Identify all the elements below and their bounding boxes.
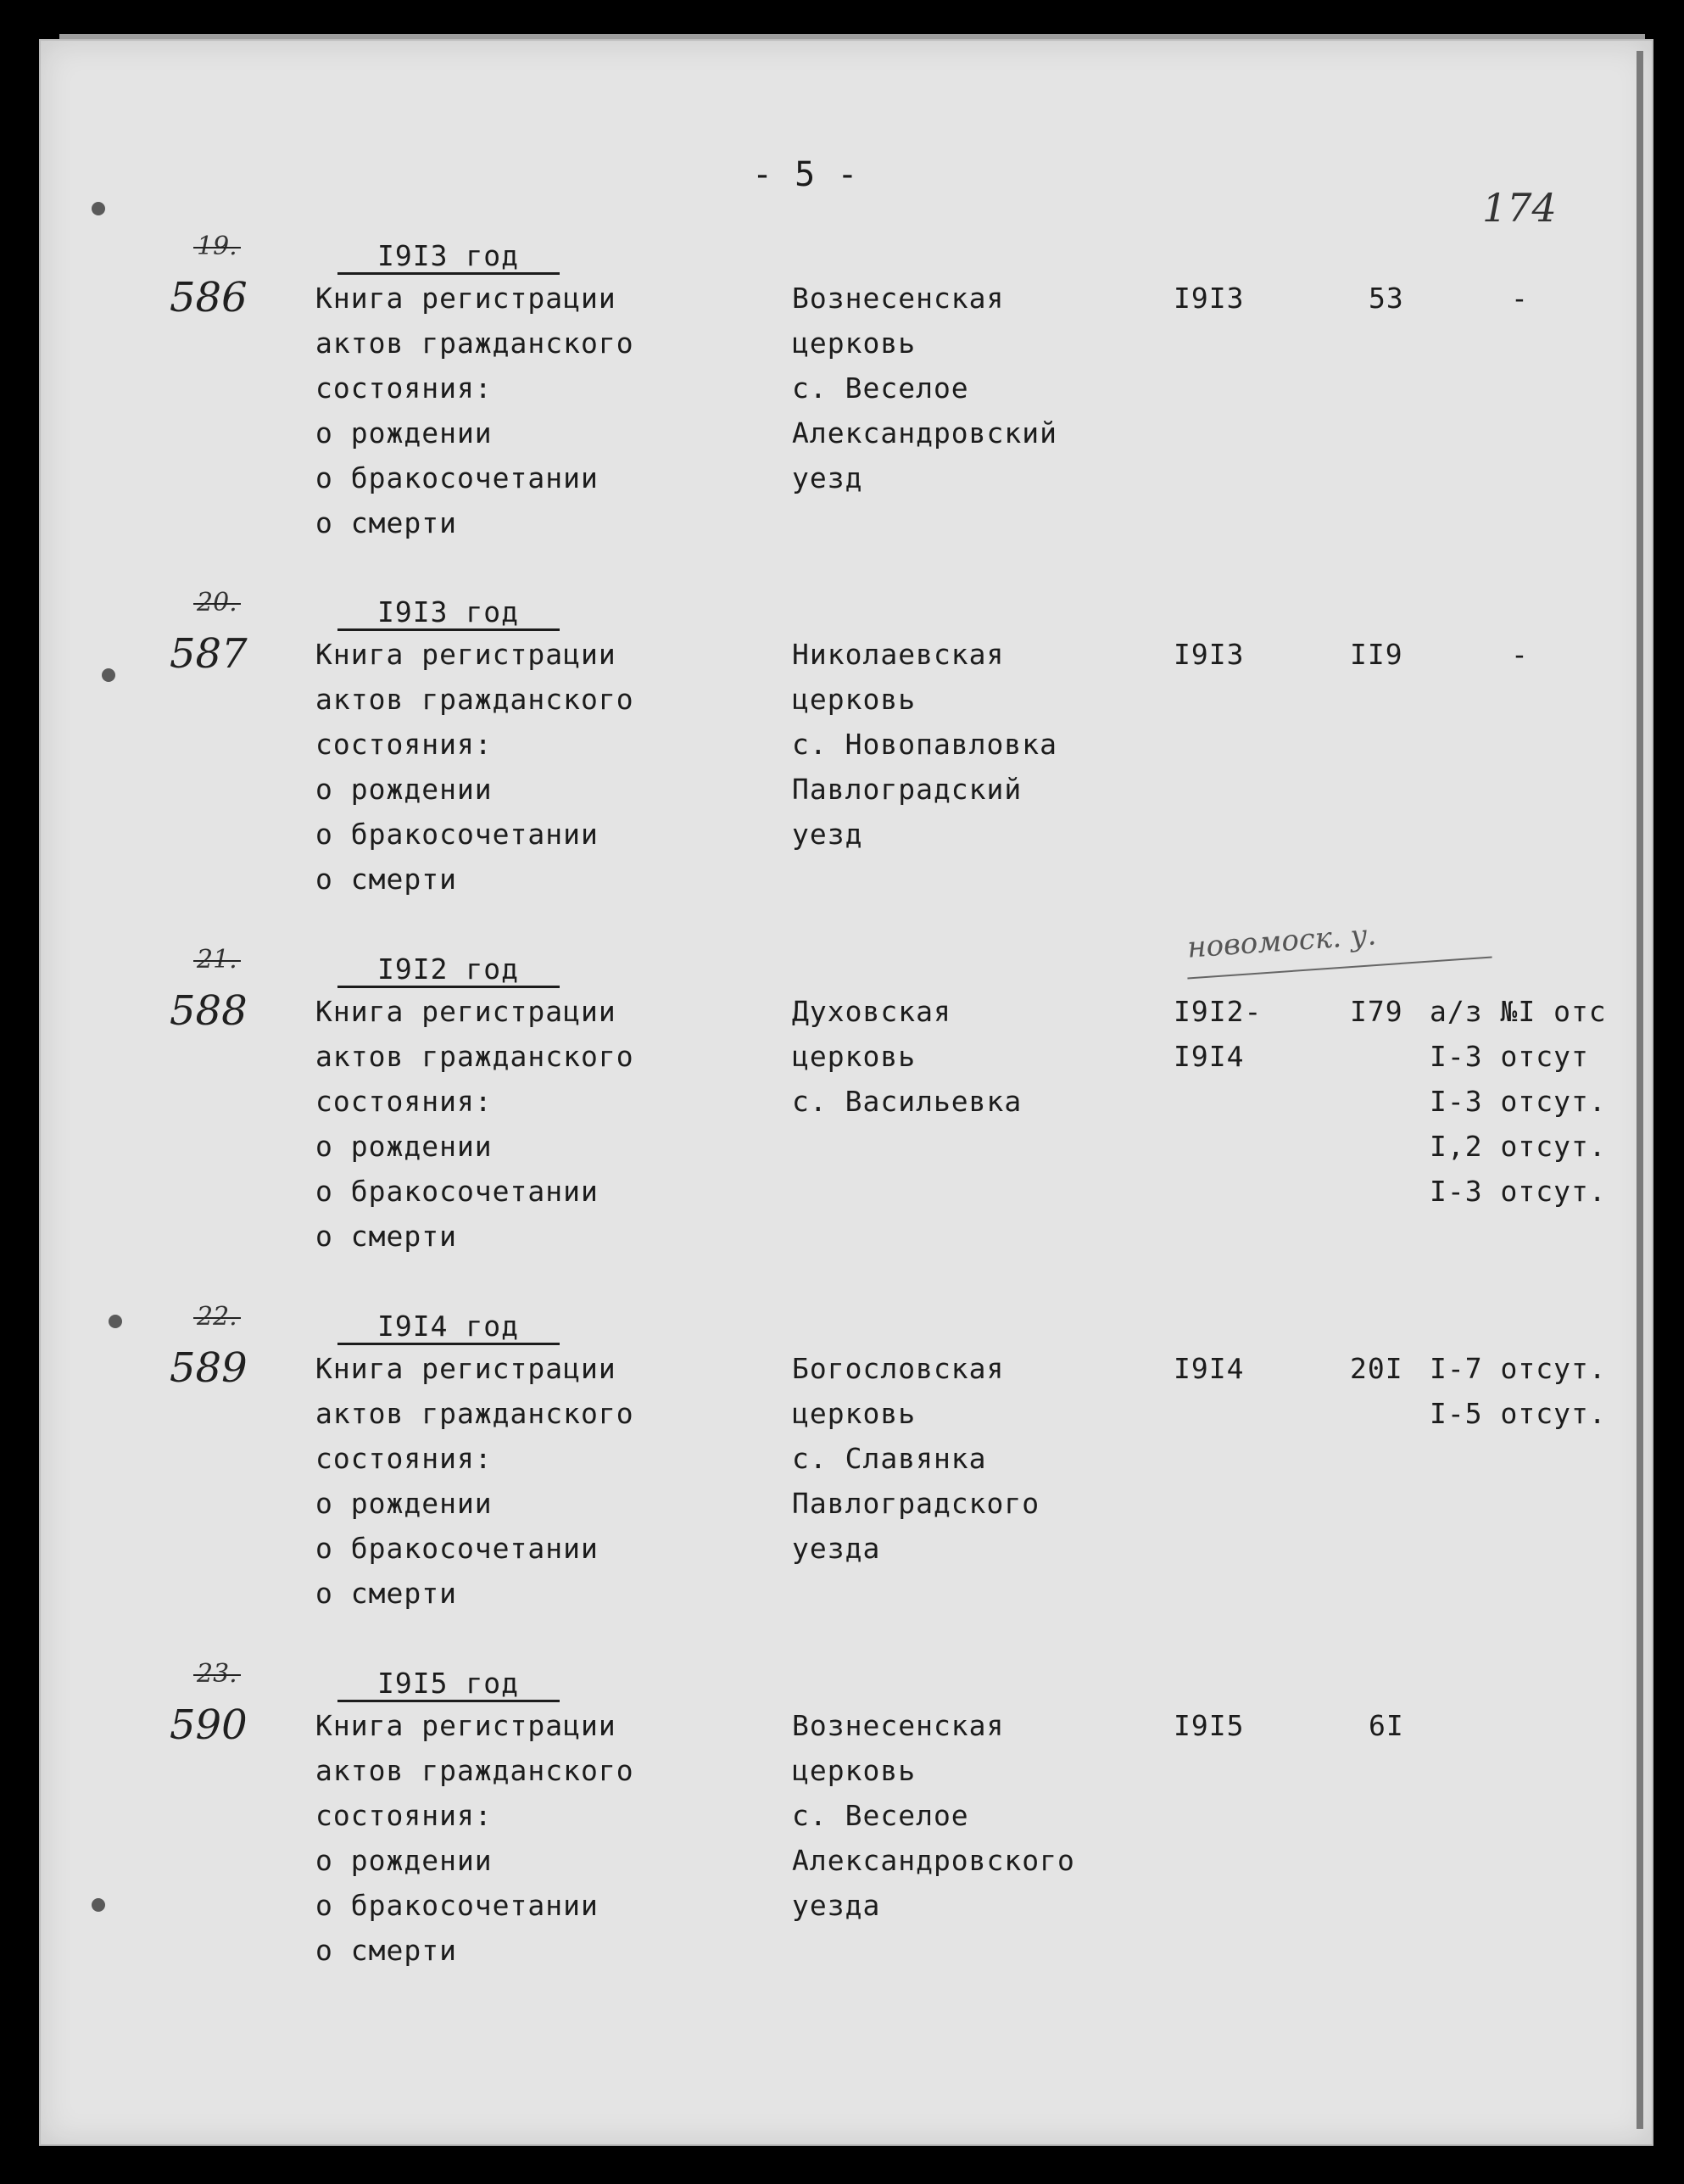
title-line: о смерти — [315, 1577, 457, 1610]
source-line: Богословская — [792, 1352, 1005, 1385]
source-line: церковь — [792, 1040, 917, 1073]
old-entry-number: 23. — [197, 1659, 237, 1689]
punch-hole-2 — [102, 668, 115, 682]
punch-hole-1 — [92, 202, 105, 215]
title-line: о рождении — [315, 416, 493, 450]
date-line: I9I4 — [1174, 1040, 1245, 1073]
title-line: о смерти — [315, 506, 457, 539]
title-line: актов гражданского — [315, 327, 634, 360]
year-heading-underline — [337, 628, 560, 631]
title-line: о бракосочетании — [315, 1889, 599, 1922]
punch-hole-4 — [92, 1898, 105, 1912]
title-line: о рождении — [315, 1487, 493, 1520]
source-line: уезд — [792, 818, 863, 851]
note-line: - — [1511, 638, 1529, 671]
title-line: Книга регистрации — [315, 1352, 616, 1385]
date-line: I9I3 — [1174, 282, 1245, 315]
year-heading: I9I5 год — [377, 1667, 519, 1700]
sheet-count: I79 — [1350, 995, 1403, 1028]
year-heading-underline — [337, 986, 560, 988]
sheet-count: II9 — [1350, 638, 1403, 671]
source-line: уезда — [792, 1532, 881, 1565]
source-line: Александровский — [792, 416, 1058, 450]
year-heading-underline — [337, 1700, 560, 1702]
title-line: актов гражданского — [315, 683, 634, 716]
entry-number: 587 — [170, 630, 248, 678]
note-line: I-5 отсут. — [1430, 1397, 1607, 1430]
sheet-count: 20I — [1350, 1352, 1403, 1385]
title-line: о рождении — [315, 1844, 493, 1877]
title-line: о бракосочетании — [315, 1175, 599, 1208]
title-line: состояния: — [315, 371, 493, 405]
year-heading: I9I4 год — [377, 1310, 519, 1343]
note-line: I-7 отсут. — [1430, 1352, 1607, 1385]
source-line: с. Славянка — [792, 1442, 987, 1475]
source-line: уезда — [792, 1889, 881, 1922]
source-line: уезд — [792, 461, 863, 494]
title-line: Книга регистрации — [315, 282, 616, 315]
title-line: о смерти — [315, 863, 457, 896]
note-line: I-3 отсут. — [1430, 1085, 1607, 1118]
title-line: о рождении — [315, 1130, 493, 1163]
title-line: о бракосочетании — [315, 818, 599, 851]
date-line: I9I2- — [1174, 995, 1263, 1028]
year-heading: I9I3 год — [377, 595, 519, 628]
date-line: I9I3 — [1174, 638, 1245, 671]
title-line: актов гражданского — [315, 1040, 634, 1073]
title-line: о бракосочетании — [315, 461, 599, 494]
title-line: состояния: — [315, 1799, 493, 1832]
year-heading-underline — [337, 1343, 560, 1345]
source-line: с. Новопавловка — [792, 728, 1058, 761]
year-heading-underline — [337, 272, 560, 275]
note-line: I-3 отсут — [1430, 1040, 1589, 1073]
title-line: актов гражданского — [315, 1754, 634, 1787]
source-line: церковь — [792, 683, 917, 716]
old-entry-number: 22. — [197, 1302, 237, 1332]
title-line: о рождении — [315, 773, 493, 806]
date-line: I9I5 — [1174, 1709, 1245, 1742]
note-line: I-3 отсут. — [1430, 1175, 1607, 1208]
note-line: I,2 отсут. — [1430, 1130, 1607, 1163]
title-line: Книга регистрации — [315, 638, 616, 671]
old-entry-number: 19. — [197, 232, 237, 261]
title-line: о смерти — [315, 1220, 457, 1253]
archive-sheet-number: 174 — [1482, 185, 1557, 231]
punch-hole-3 — [109, 1315, 122, 1328]
title-line: Книга регистрации — [315, 995, 616, 1028]
margin-note: новомоск. у. — [1185, 918, 1378, 965]
year-heading: I9I2 год — [377, 952, 519, 986]
source-line: с. Васильевка — [792, 1085, 1023, 1118]
source-line: Павлоградского — [792, 1487, 1040, 1520]
source-line: церковь — [792, 1397, 917, 1430]
date-line: I9I4 — [1174, 1352, 1245, 1385]
note-line: а/з №I отс — [1430, 995, 1607, 1028]
source-line: Николаевская — [792, 638, 1005, 671]
source-line: церковь — [792, 1754, 917, 1787]
year-heading: I9I3 год — [377, 239, 519, 272]
paper-edge-top — [59, 34, 1645, 39]
title-line: состояния: — [315, 1442, 493, 1475]
title-line: состояния: — [315, 728, 493, 761]
old-entry-number: 20. — [197, 588, 237, 617]
paper-edge-right — [1637, 51, 1643, 2129]
source-line: Духовская — [792, 995, 951, 1028]
note-line: - — [1511, 282, 1529, 315]
source-line: Вознесенская — [792, 1709, 1005, 1742]
sheet-count: 6I — [1369, 1709, 1404, 1742]
source-line: Александровского — [792, 1844, 1075, 1877]
source-line: Вознесенская — [792, 282, 1005, 315]
source-line: с. Веселое — [792, 1799, 969, 1832]
title-line: актов гражданского — [315, 1397, 634, 1430]
source-line: Павлоградский — [792, 773, 1023, 806]
entry-number: 586 — [170, 274, 248, 321]
source-line: с. Веселое — [792, 371, 969, 405]
title-line: о смерти — [315, 1934, 457, 1967]
entry-number: 590 — [170, 1701, 248, 1749]
source-line: церковь — [792, 327, 917, 360]
sheet-count: 53 — [1369, 282, 1404, 315]
title-line: о бракосочетании — [315, 1532, 599, 1565]
entry-number: 589 — [170, 1344, 248, 1392]
old-entry-number: 21. — [197, 945, 237, 975]
page-number: - 5 - — [752, 155, 859, 194]
title-line: состояния: — [315, 1085, 493, 1118]
title-line: Книга регистрации — [315, 1709, 616, 1742]
entry-number: 588 — [170, 987, 248, 1035]
